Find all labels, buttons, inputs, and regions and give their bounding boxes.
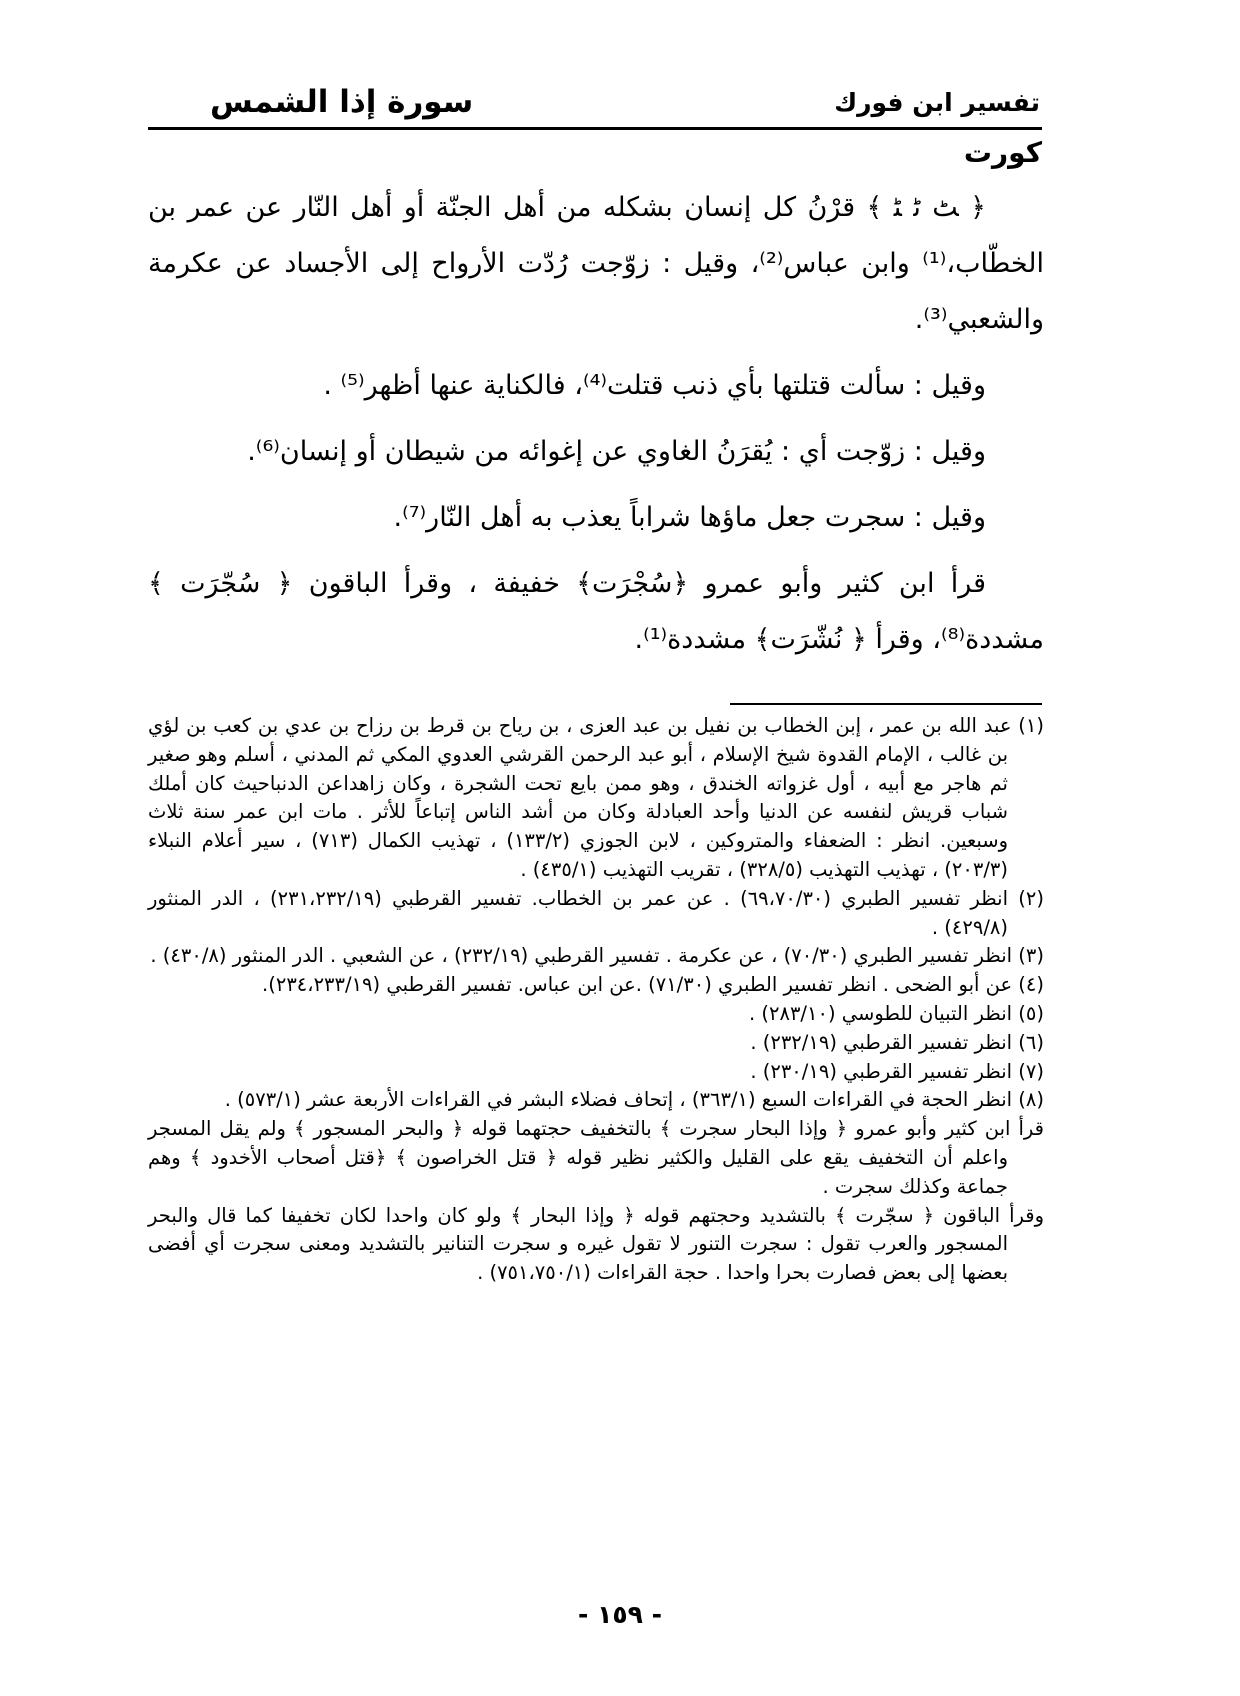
footnote: (١) عبد الله بن عمر ، إبن الخطاب بن نفيل بن عبد العزى ، بن رياح بن قرط بن رزاح بن عدي بن كعب بن لؤي بن غالب ، الإمام القدوة شيخ الإسلام ، أبو عبد الرحمن القرشي العدوي المكي ثم المدني ، أسلم وهو صغير ثم هاجر مع أبيه ، أول غزواته الخندق ، وهو ممن بايع تحت الشجرة ، وكان زاهداعن الدنباحيث كان أملك شباب قريش لنفسه عن الدنيا وأحد العبادلة وكان من أشد الناس إتباعاً للأثر . مات ابن عمر سنة ثلاث وسبعين. انظر : الضعفاء والمتروكين ، لابن الجوزي (١٣٣/٢) ، تهذيب الكمال (٧١٣) ، سير أعلام النبلاء (٢٠٣/٣) ، تهذيب التهذيب (٣٢٨/٥) ، تقريب التهذيب (٤٣٥/١) . bbox=[148, 714, 1044, 881]
main-paragraph: وقيل : سجرت جعل ماؤها شراباً يعذب به أهل النّار⁽⁷⁾. bbox=[393, 502, 986, 533]
footnote: (٨) انظر الحجة في القراءات السبع (٣٦٣/١) ، إتحاف فضلاء البشر في القراءات الأربعة عشر (٥٧٣/١) . bbox=[224, 1088, 1044, 1112]
page-number: - ١٥٩ - bbox=[578, 1600, 662, 1629]
header-divider bbox=[148, 127, 1042, 130]
footnote: (٤) عن أبو الضحى . انظر تفسير الطبري (٧١/٣٠) .عن ابن عباس. تفسير القرطبي (٢٣٤،٢٣٣/١٩). bbox=[262, 973, 1044, 997]
footnote-continuation: وقرأ الباقون ﴿ سجّرت ﴾ بالتشديد وحجتهم قوله ﴿ وإذا البحار ﴾ ولو كان واحدا لكان تخفيفا كما قال والبحر المسجور والعرب تقول : سجرت التنور لا تقول غيره و سجرت التنانير بالتشديد ومعنى سجرت أي أفضى بعضها إلى بعض فصارت بحرا واحدا . حجة القراءات (٧٥١،٧٥٠/١) . bbox=[148, 1203, 1044, 1285]
footnote: (٢) انظر تفسير الطبري (٦٩،٧٠/٣٠) . عن عمر بن الخطاب. تفسير القرطبي (٢٣١،٢٣٢/١٩) ، الدر المنثور (٤٢٩/٨) . bbox=[148, 886, 1044, 939]
footnote: (٦) انظر تفسير القرطبي (٢٣٢/١٩) . bbox=[750, 1030, 1044, 1054]
running-header bbox=[148, 84, 1040, 124]
main-paragraph: وقيل : زوّجت أي : يُقرَنُ الغاوي عن إغوائه من شيطان أو إنسان⁽⁶⁾. bbox=[247, 436, 986, 467]
surah-title: سورة إذا الشمس bbox=[210, 84, 474, 120]
main-text bbox=[148, 180, 1044, 668]
footnote: (٧) انظر تفسير القرطبي (٢٣٠/١٩) . bbox=[750, 1059, 1044, 1083]
footnote: (٥) انظر التبيان للطوسي (٢٨٣/١٠) . bbox=[748, 1001, 1044, 1025]
footnotes bbox=[148, 712, 1044, 1288]
footnote-divider bbox=[730, 703, 1042, 705]
main-paragraph: وقيل : سألت قتلتها بأي ذنب قتلت⁽⁴⁾، فالكناية عنها أظهر⁽⁵⁾ . bbox=[323, 370, 986, 401]
carry-over-word: كورت bbox=[963, 136, 1042, 169]
footnote-continuation: قرأ ابن كثير وأبو عمرو ﴿ وإذا البحار سجرت ﴾ بالتخفيف حجتهما قوله ﴿ والبحر المسجور ﴾ ولم يقل المسجر واعلم أن التخفيف يقع على القليل والكثير نظير قوله ﴿ قتل الخراصون ﴾ ﴿قتل أصحاب الأخدود ﴾ وهم جماعة وكذلك سجرت . bbox=[148, 1117, 1044, 1198]
main-paragraph: قرأ ابن كثير وأبو عمرو ﴿سُجْرَت﴾ خفيفة ، وقرأ الباقون ﴿ سُجّرَت ﴾ مشددة⁽⁸⁾، وقرأ ﴿ نُشّرَت﴾ مشددة⁽¹⁾. bbox=[148, 568, 1044, 655]
footnote: (٣) انظر تفسير الطبري (٧٠/٣٠) ، عن عكرمة . تفسير القرطبي (٢٣٢/١٩) ، عن الشعبي . الدر المنثور (٤٣٠/٨) . bbox=[150, 944, 1044, 968]
book-title: تفسير ابن فورك bbox=[834, 88, 1040, 117]
main-paragraph: ﴿ ﭧ ﭨ ﭩ ﴾ قرْنُ كل إنسان بشكله من أهل الجنّة أو أهل النّار عن عمر بن الخطّاب،⁽¹⁾ وابن عباس⁽²⁾، وقيل : زوّجت رُدّت الأرواح إلى الأجساد عن عكرمة والشعبي⁽³⁾. bbox=[148, 192, 1045, 335]
